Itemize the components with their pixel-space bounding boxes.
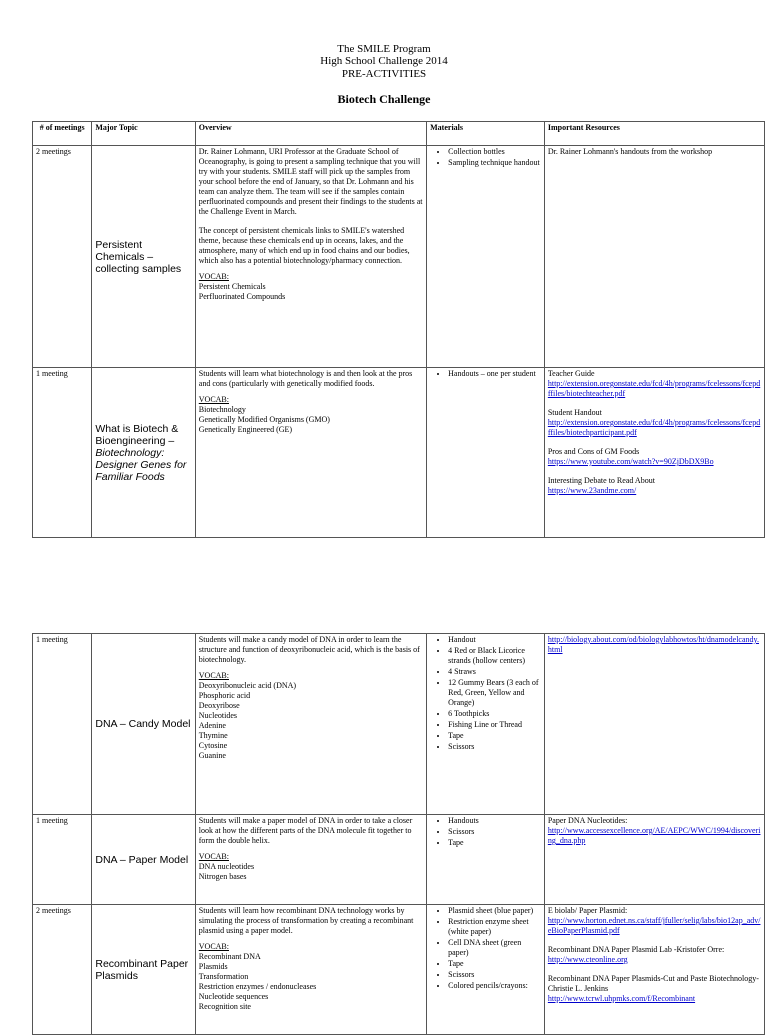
activities-table-page1	[32, 121, 765, 538]
vocab-term: Restriction enzymes / endonucleases	[198, 982, 317, 991]
topic-text: Recombinant Paper Plasmids	[95, 957, 189, 982]
header-topic: Major Topic	[92, 122, 195, 146]
material-item: • Cell DNA sheet (green paper)	[448, 938, 541, 958]
vocab-term: Cytosine	[198, 741, 228, 750]
student-handout-link[interactable]: http://extension.oregonstate.edu/fcd/4h/programs/fcelessons/fcepdffiles/biotechparticipant.pdf	[547, 418, 761, 437]
topic-text: DNA – Paper Model	[95, 853, 189, 866]
challenge-name: High School Challenge 2014	[320, 55, 448, 67]
material-item: • Handouts – one per student	[448, 369, 541, 379]
topic-text: Persistent Chemicals – collecting samples	[95, 238, 182, 275]
overview-paragraph: The concept of persistent chemicals links to SMILE's watershed theme, because these chemicals end up in oceans, lakes, and the atmosphere, many of which end up in food chains and our bodies, which also has a potential biotechnology/pharmacy connection.	[198, 226, 410, 265]
material-item: • Sampling technique handout	[448, 158, 541, 168]
resource-label: Recombinant DNA Paper Plasmid Lab -Kristofer Orre:	[547, 945, 725, 954]
material-item: • Tape	[448, 731, 541, 741]
header-resources: Important Resources	[544, 122, 764, 146]
vocab-term: Deoxyribonucleic acid (DNA)	[198, 681, 297, 690]
vocab-term: DNA nucleotides	[198, 862, 255, 871]
vocab-term: Adenine	[198, 721, 226, 730]
vocab-term: Recognition site	[198, 1002, 251, 1011]
material-item: • Tape	[448, 838, 541, 848]
resources-cell: Dr. Rainer Lohmann's handouts from the workshop	[544, 146, 764, 368]
topic-cell	[92, 815, 195, 905]
materials-cell	[427, 905, 545, 1035]
topic-cell	[92, 368, 195, 538]
table-row	[33, 815, 765, 905]
resource-label: Interesting Debate to Read About	[547, 476, 655, 485]
cteonline-link[interactable]: http://www.cteonline.org	[547, 955, 628, 964]
overview-paragraph: Students will make a paper model of DNA in order to take a closer look at how the different parts of the DNA molecule fit together to form the double helix.	[198, 816, 413, 845]
vocab-label: VOCAB:	[198, 852, 229, 861]
table-row	[33, 905, 765, 1035]
material-item: • 6 Toothpicks	[448, 709, 541, 719]
overview-cell	[195, 905, 426, 1035]
topic-text: What is Biotech & Bioengineering –	[95, 422, 179, 447]
resource-label: Pros and Cons of GM Foods	[547, 447, 640, 456]
material-item: • 4 Straws	[448, 667, 541, 677]
resources-cell	[544, 368, 764, 538]
pros-cons-link[interactable]: https://www.youtube.com/watch?v=90ZjDbDX9Bo	[547, 457, 714, 466]
material-item: • Scissors	[448, 827, 541, 837]
materials-cell	[427, 815, 545, 905]
meetings-cell: 1 meeting	[33, 815, 92, 905]
vocab-term: Persistent Chemicals	[198, 282, 266, 291]
vocab-term: Guanine	[198, 751, 226, 760]
vocab-term: Thymine	[198, 731, 228, 740]
resource-label: Teacher Guide	[547, 369, 595, 378]
resource-label: E biolab/ Paper Plasmid:	[547, 906, 628, 915]
material-item: • Colored pencils/crayons:	[448, 981, 541, 991]
vocab-term: Phosphoric acid	[198, 691, 251, 700]
pre-activities-label: PRE-ACTIVITIES	[341, 68, 427, 80]
materials-cell	[427, 368, 545, 538]
material-item: • Tape	[448, 959, 541, 969]
material-item: • Handout	[448, 635, 541, 645]
meetings-cell: 2 meetings	[33, 905, 92, 1035]
material-item: • Collection bottles	[448, 147, 541, 157]
material-item: • 4 Red or Black Licorice strands (hollow centers)	[448, 646, 541, 666]
ebiolab-link[interactable]: http://www.horton.ednet.ns.ca/staff/jfuller/selig/labs/bio12ap_adv/eBioPaperPlasmid.pdf	[547, 916, 761, 935]
table-row	[33, 146, 765, 368]
meetings-cell: 1 meeting	[33, 634, 92, 815]
resource-label: Recombinant DNA Paper Plasmids-Cut and Paste Biotechnology- Christie L. Jenkins	[547, 974, 759, 993]
resource-label: Paper DNA Nucleotides:	[547, 816, 628, 825]
vocab-label: VOCAB:	[198, 671, 229, 680]
overview-cell	[195, 634, 426, 815]
vocab-label: VOCAB:	[198, 272, 229, 281]
vocab-term: Plasmids	[198, 962, 228, 971]
table-row	[33, 368, 765, 538]
overview-paragraph: Students will learn what biotechnology is and then look at the pros and cons (particularly with genetically modified foods.	[198, 369, 413, 388]
resource-label: Student Handout	[547, 408, 602, 417]
vocab-term: Nucleotide sequences	[198, 992, 269, 1001]
overview-paragraph: Dr. Rainer Lohmann, URI Professor at the Graduate School of Oceanography, is going to present a sampling technique that you will try with your students. SMILE staff will pick up the samples from your school before the end of January, so that Dr. Lohmann and his team can analyze them. The team will see if the samples contain perfluorinated compounds and present their findings to the students at the Challenge Event in March.	[198, 147, 423, 216]
table-row	[33, 634, 765, 815]
material-item: • Fishing Line or Thread	[448, 720, 541, 730]
vocab-term: Biotechnology	[198, 405, 246, 414]
material-item: • Handouts	[448, 816, 541, 826]
vocab-term: Nucleotides	[198, 711, 237, 720]
jenkins-link[interactable]: http://www.tcrwl.uhpmks.com/f/Recombinant	[547, 994, 696, 1003]
vocab-term: Genetically Engineered (GE)	[198, 425, 293, 434]
topic-text: DNA – Candy Model	[95, 718, 191, 730]
topic-cell	[92, 146, 195, 368]
header-overview: Overview	[195, 122, 426, 146]
topic-cell	[92, 634, 195, 815]
topic-cell	[92, 905, 195, 1035]
resources-cell	[544, 905, 764, 1035]
material-item: • Scissors	[448, 970, 541, 980]
table-header-row	[33, 122, 765, 146]
resources-cell	[544, 815, 764, 905]
vocab-term: Perfluorinated Compounds	[198, 292, 286, 301]
paper-dna-link[interactable]: http://www.accessexcellence.org/AE/AEPC/WWC/1994/discovering_dna.php	[547, 826, 761, 845]
program-name: The SMILE Program	[337, 43, 431, 55]
topic-subtitle: Biotechnology: Designer Genes for Familiar Foods	[95, 446, 187, 483]
vocab-term: Nitrogen bases	[198, 872, 247, 881]
meetings-cell: 1 meeting	[33, 368, 92, 538]
overview-paragraph: Students will make a candy model of DNA in order to learn the structure and function of deoxyribonucleic acid, which is the basis of biotechnology.	[198, 635, 420, 664]
vocab-term: Genetically Modified Organisms (GMO)	[198, 415, 330, 424]
vocab-term: Transformation	[198, 972, 249, 981]
resources-cell	[544, 634, 764, 815]
vocab-term: Deoxyribose	[198, 701, 240, 710]
teacher-guide-link[interactable]: http://extension.oregonstate.edu/fcd/4h/programs/fcelessons/fcepdffiles/biotechteacher.pdf	[547, 379, 761, 398]
overview-paragraph: Students will learn how recombinant DNA technology works by simulating the process of transformation by creating a recombinant plasmid using a paper model.	[198, 906, 414, 935]
candy-dna-link[interactable]: http://biology.about.com/od/biologylabhowtos/ht/dnamodelcandy.html	[547, 635, 760, 654]
vocab-label: VOCAB:	[198, 942, 229, 951]
material-item: • Scissors	[448, 742, 541, 752]
overview-cell	[195, 146, 426, 368]
materials-cell	[427, 146, 545, 368]
materials-cell	[427, 634, 545, 815]
debate-link[interactable]: https://www.23andme.com/	[547, 486, 637, 495]
material-item: • Plasmid sheet (blue paper)	[448, 906, 541, 916]
vocab-label: VOCAB:	[198, 395, 229, 404]
material-item: • Restriction enzyme sheet (white paper)	[448, 917, 541, 937]
vocab-term: Recombinant DNA	[198, 952, 261, 961]
overview-cell	[195, 368, 426, 538]
document-title: Biotech Challenge	[337, 92, 431, 106]
activities-table-page2	[32, 633, 765, 1035]
header-meetings: # of meetings	[33, 122, 92, 146]
meetings-cell: 2 meetings	[33, 146, 92, 368]
material-item: • 12 Gummy Bears (3 each of Red, Green, Yellow and Orange)	[448, 678, 541, 708]
header-materials: Materials	[427, 122, 545, 146]
overview-cell	[195, 815, 426, 905]
